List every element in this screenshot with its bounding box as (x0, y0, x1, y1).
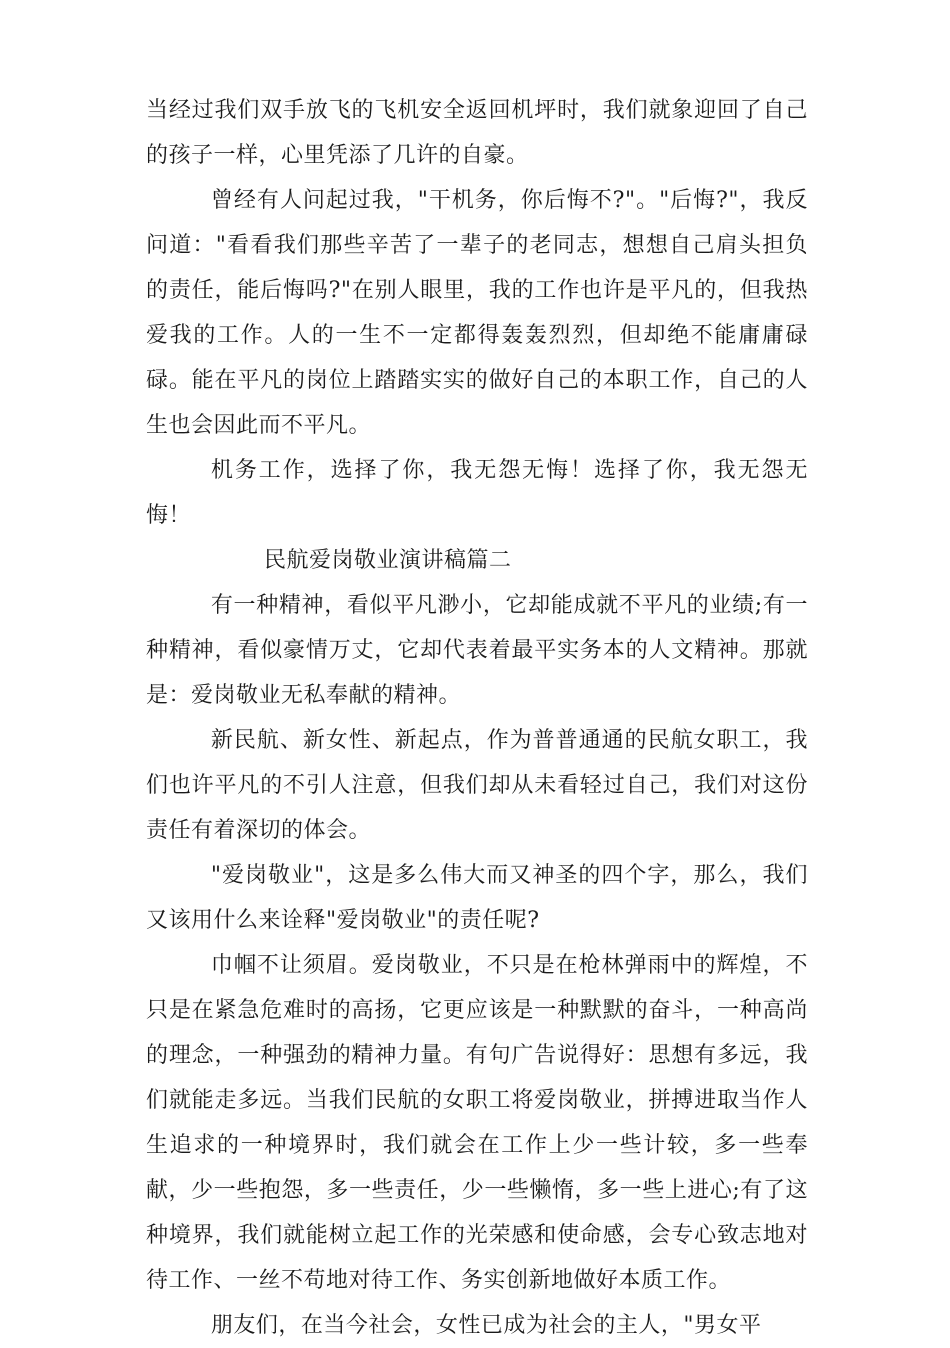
paragraph-7: 巾帼不让须眉。爱岗敬业，不只是在枪林弹雨中的辉煌，不只是在紧急危难时的高扬，它更应该是一种默默的奋斗，一种高尚的理念，一种强劲的精神力量。有句广告说得好：思想有多远，我们就能走多远。当我们民航的女职工将爱岗敬业，拼搏进取当作人生追求的一种境界时，我们就会在工作上少一些计较，多一些奉献，少一些抱怨，多一些责任，少一些懒惰，多一些上进心;有了这种境界，我们就能树立起工作的光荣感和使命感，会专心致志地对待工作、一丝不苟地对待工作、务实创新地做好本质工作。 (146, 953, 808, 1293)
paragraph-8: 朋友们，在当今社会，女性已成为社会的主人，"男女平 (210, 1313, 762, 1338)
paragraph-6: "爱岗敬业"，这是多么伟大而又神圣的四个字，那么，我们又该用什么来诠释"爱岗敬业"的责任呢? (146, 863, 808, 933)
paragraph-3: 机务工作，选择了你，我无怨无悔！选择了你，我无怨无悔！ (146, 458, 808, 528)
paragraph-2: 曾经有人问起过我，"干机务，你后悔不?"。"后悔?"，我反问道："看看我们那些辛苦了一辈子的老同志，想想自己肩头担负的责任，能后悔吗?"在别人眼里，我的工作也许是平凡的，但我热爱我的工作。人的一生不一定都得轰轰烈烈，但却绝不能庸庸碌碌。能在平凡的岗位上踏踏实实的做好自己的本职工作，自己的人生也会因此而不平凡。 (146, 188, 808, 438)
section-heading: 民航爱岗敬业演讲稿篇二 (264, 548, 512, 573)
document-body (146, 88, 808, 1348)
paragraph-5: 新民航、新女性、新起点，作为普普通通的民航女职工，我们也许平凡的不引人注意，但我们却从未看轻过自己，我们对这份责任有着深切的体会。 (146, 728, 808, 843)
paragraph-4: 有一种精神，看似平凡渺小，它却能成就不平凡的业绩;有一种精神，看似豪情万丈，它却代表着最平实务本的人文精神。那就是：爱岗敬业无私奉献的精神。 (146, 593, 808, 708)
paragraph-1: 当经过我们双手放飞的飞机安全返回机坪时，我们就象迎回了自己的孩子一样，心里凭添了几许的自豪。 (146, 98, 808, 168)
